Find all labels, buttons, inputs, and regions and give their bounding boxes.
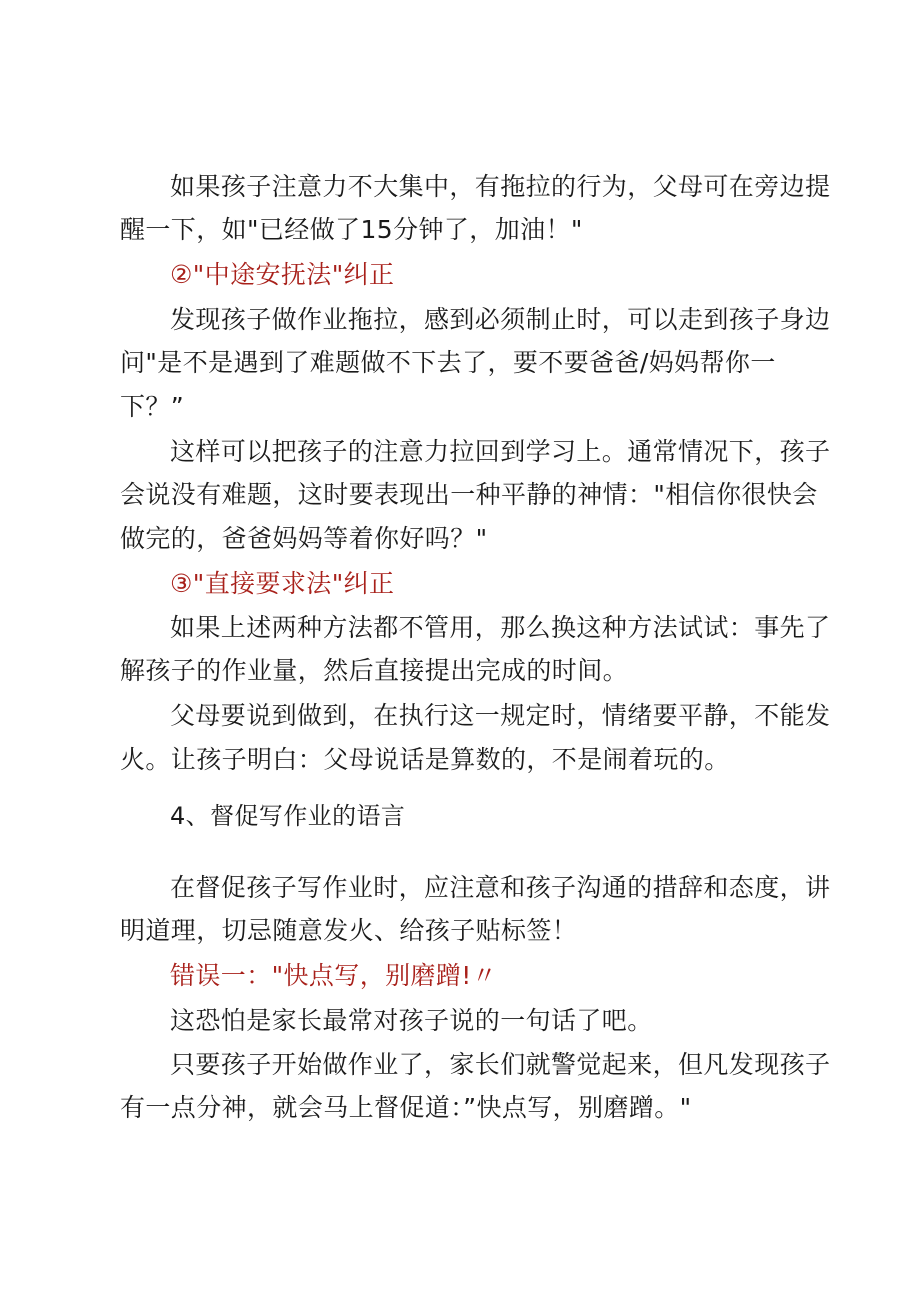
language-line-2: 明道理，切忌随意发火、给孩子贴标签！	[120, 916, 578, 945]
midway-line-3: 下？”	[120, 392, 185, 421]
attention-line-1: 这样可以把孩子的注意力拉回到学习上。通常情况下，孩子	[170, 437, 831, 466]
midway-line-2: 问"是不是遇到了难题做不下去了，要不要爸爸/妈妈帮你一	[120, 348, 776, 377]
language-line-1: 在督促孩子写作业时，应注意和孩子沟通的措辞和态度，讲	[170, 873, 831, 902]
reminder-line-2: 醒一下，如"已经做了15分钟了，加油！"	[120, 215, 583, 244]
reminder-line-1: 如果孩子注意力不大集中，有拖拉的行为，父母可在旁边提	[170, 172, 831, 201]
midway-line-1: 发现孩子做作业拖拉，感到必须制止时，可以走到孩子身边	[170, 305, 831, 334]
urge-line-2: 有一点分神，就会马上督促道：”快点写，别磨蹭。"	[120, 1093, 692, 1122]
common-phrase-line: 这恐怕是家长最常对孩子说的一句话了吧。	[170, 1006, 653, 1035]
direct-line-1: 如果上述两种方法都不管用，那么换这种方法试试：事先了	[170, 613, 831, 642]
section-4-heading: 4、督促写作业的语言	[170, 802, 406, 830]
calm-line-1: 父母要说到做到，在执行这一规定时，情绪要平静，不能发	[170, 701, 831, 730]
urge-line-1: 只要孩子开始做作业了，家长们就警觉起来，但凡发现孩子	[170, 1050, 831, 1079]
calm-line-2: 火。让孩子明白：父母说话是算数的，不是闹着玩的。	[120, 745, 730, 774]
section-heading-midway: ②"中途安抚法"纠正	[170, 260, 395, 289]
direct-line-2: 解孩子的作业量，然后直接提出完成的时间。	[120, 656, 629, 685]
section-heading-direct: ③"直接要求法"纠正	[170, 569, 395, 598]
attention-line-2: 会说没有难题，这时要表现出一种平静的神情："相信你很快会	[120, 480, 818, 509]
attention-line-3: 做完的，爸爸妈妈等着你好吗？"	[120, 524, 488, 553]
mistake-one-heading: 错误一："快点写，别磨蹭!〃	[170, 961, 498, 990]
